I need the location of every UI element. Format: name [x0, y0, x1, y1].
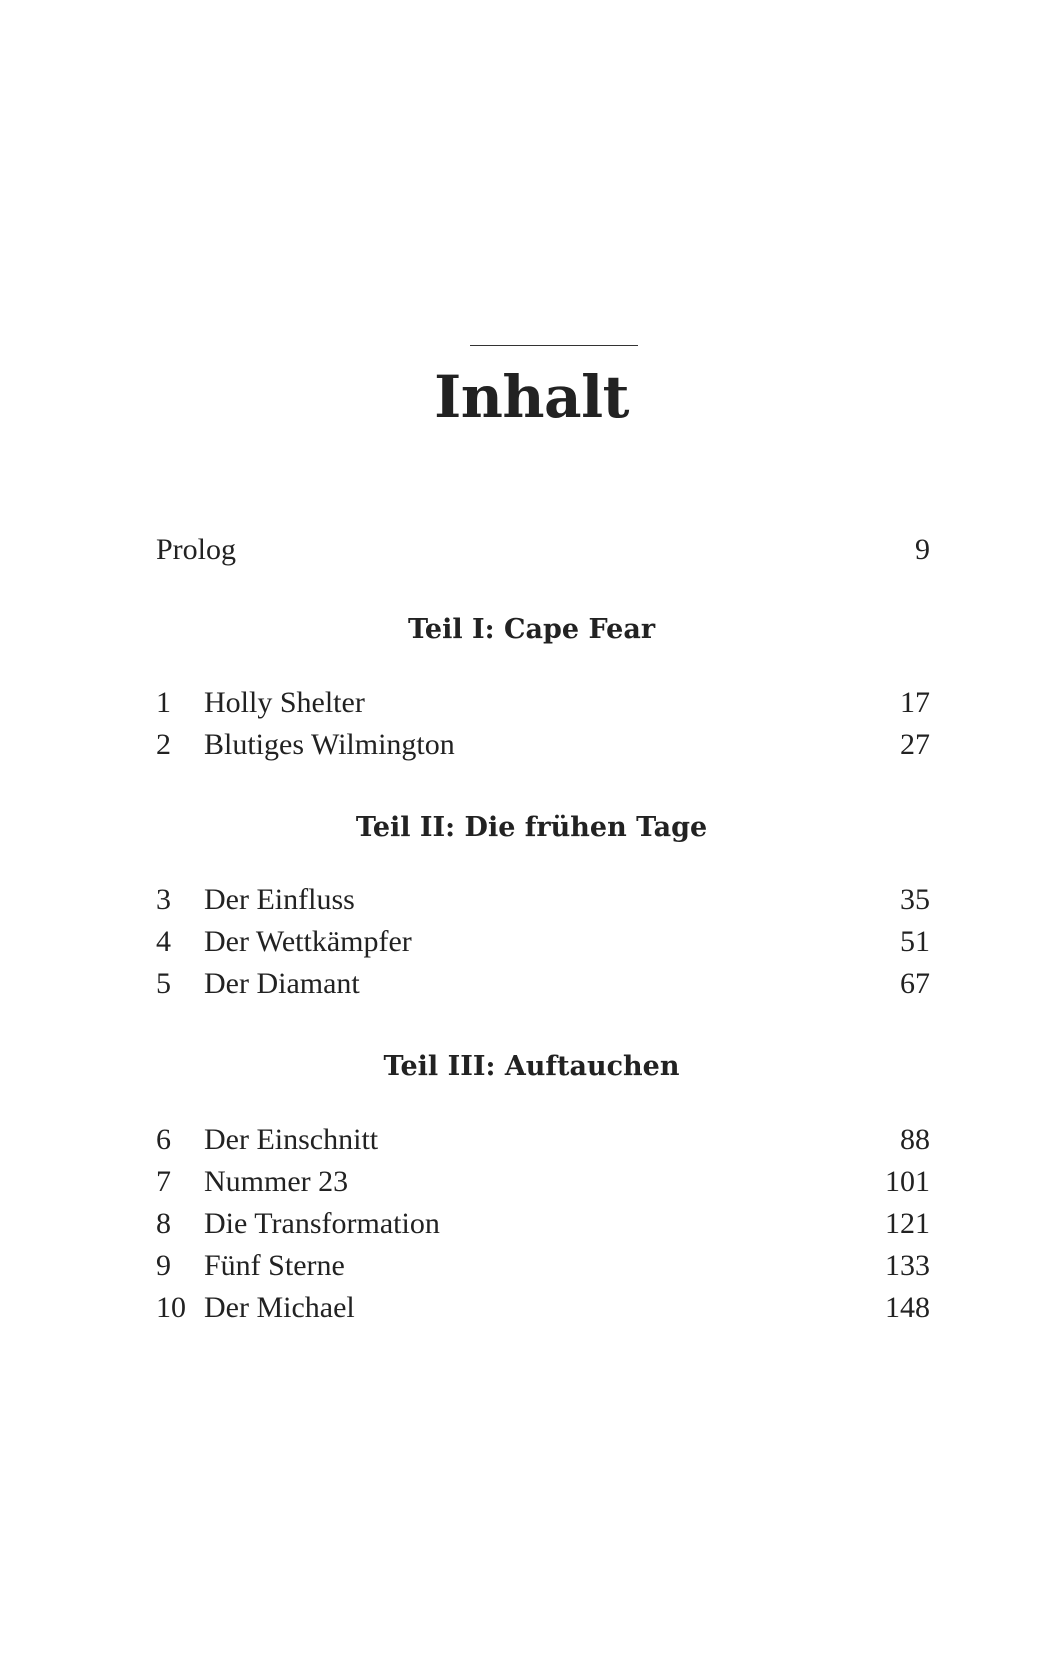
- chapter-number: 2: [156, 728, 171, 761]
- chapter-page: 27: [900, 728, 930, 761]
- toc-entry[interactable]: [156, 922, 930, 962]
- chapter-title: Fünf Sterne: [204, 1249, 345, 1282]
- toc-entry[interactable]: [156, 1162, 930, 1202]
- toc-entry[interactable]: [156, 1120, 930, 1160]
- chapter-page: 67: [900, 967, 930, 1000]
- chapter-page: 17: [900, 686, 930, 719]
- chapter-number: 9: [156, 1249, 171, 1282]
- chapter-number: 3: [156, 883, 171, 916]
- chapter-title: Der Einschnitt: [204, 1123, 379, 1156]
- part-heading-3: Teil III: Auftauchen: [383, 1051, 680, 1082]
- part-heading-2: Teil II: Die frühen Tage: [355, 812, 708, 843]
- toc-entry[interactable]: [156, 964, 930, 1004]
- toc-entry-page: 9: [915, 533, 930, 566]
- part-heading-1: Teil I: Cape Fear: [407, 614, 656, 645]
- chapter-page: 35: [900, 883, 930, 916]
- chapter-title: Holly Shelter: [204, 686, 365, 719]
- chapter-title: Nummer 23: [204, 1165, 349, 1198]
- chapter-page: 101: [885, 1165, 930, 1198]
- toc-entry-label: Prolog: [156, 533, 237, 566]
- toc-entry[interactable]: [156, 1204, 930, 1244]
- chapter-number: 8: [156, 1207, 171, 1240]
- chapter-page: 121: [885, 1207, 930, 1240]
- chapter-page: 148: [885, 1291, 930, 1324]
- toc-entry[interactable]: [156, 1246, 930, 1286]
- chapter-title: Die Transformation: [204, 1207, 440, 1240]
- title-rule: [470, 345, 638, 346]
- toc-entry[interactable]: [156, 880, 930, 920]
- toc-entry[interactable]: [156, 725, 930, 765]
- toc-entry[interactable]: [156, 1288, 930, 1328]
- chapter-page: 51: [900, 925, 930, 958]
- chapter-page: 88: [900, 1123, 930, 1156]
- chapter-number: 10: [156, 1291, 186, 1324]
- chapter-title: Der Wettkämpfer: [204, 925, 412, 958]
- chapter-number: 6: [156, 1123, 171, 1156]
- toc-entry-prolog[interactable]: [156, 530, 930, 570]
- chapter-number: 4: [156, 925, 171, 958]
- toc-entry[interactable]: [156, 683, 930, 723]
- chapter-number: 1: [156, 686, 171, 719]
- chapter-title: Der Einfluss: [204, 883, 355, 916]
- chapter-title: Der Diamant: [204, 967, 360, 1000]
- chapter-page: 133: [885, 1249, 930, 1282]
- page-title: Inhalt: [434, 363, 629, 431]
- chapter-number: 5: [156, 967, 171, 1000]
- chapter-title: Der Michael: [204, 1291, 355, 1324]
- chapter-number: 7: [156, 1165, 171, 1198]
- chapter-title: Blutiges Wilmington: [204, 728, 455, 761]
